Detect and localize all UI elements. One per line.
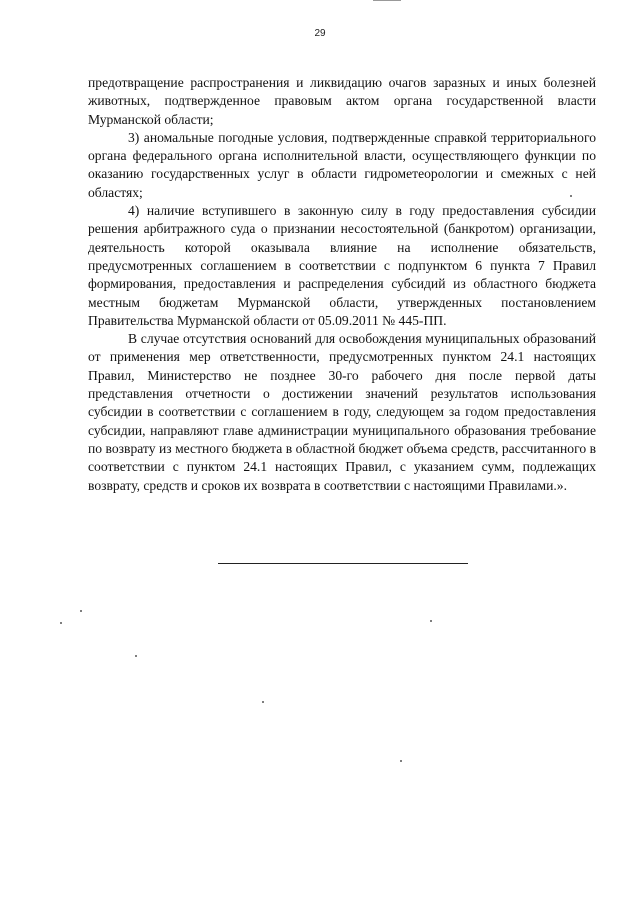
scan-speck [80,610,82,612]
paragraph-continuation: предотвращение распространения и ликвидацию очагов заразных и иных болезней животных, подтвержденное правовым актом органа государственной власти Мурманской области; [88,75,596,127]
paragraph-item-4: 4) наличие вступившего в законную силу в году предоставления субсидии решения арбитражного суда о признании несостоятельной (банкротом) организации, деятельность которой оказывала влияние на исполнение обязательств, предусмотренных соглашением в соответствии с подпунктом 6 пункта 7 Правил формирования, предоставления и распределения субсидий из областного бюджета местным бюджетам Мурманской области, утвержденных постановлением Правительства Мурманской области от 05.09.2011 № 445-ПП. [88,203,596,328]
paragraph-item-3: 3) аномальные погодные условия, подтвержденные справкой территориального органа федерального органа исполнительной власти, осуществляющего функции по оказанию государственных услуг в области гидрометеорологии и смежных с ней областях; [88,129,596,200]
paragraph-return-requirement: В случае отсутствия оснований для освобождения муниципальных образований от применения мер ответственности, предусмотренных пунктом 24.1 настоящих Правил, Министерство не позднее 30-го рабочего дня после первой даты представления отчетности о достижении значений результатов использования субсидии в соответствии с соглашением в году, следующем за годом предоставления субсидии, направляют главе администрации муниципального образования требование по возврату из местного бюджета в областной бюджет объема средств, рассчитанного в соответствии с пунктом 24.1 настоящих Правил, с указанием сумм, подлежащих возврату, средств и сроков их возврата в соответствии с настоящими Правилами.». [88,331,596,493]
scan-speck [400,760,402,762]
document-body [88,74,596,495]
page-number: 29 [314,28,326,39]
scan-artifact [373,0,401,1]
scan-speck [60,622,62,624]
scan-speck [430,620,432,622]
scan-speck [135,655,137,657]
scan-speck [262,701,264,703]
end-separator-line [218,563,468,564]
scan-speck [570,195,572,197]
